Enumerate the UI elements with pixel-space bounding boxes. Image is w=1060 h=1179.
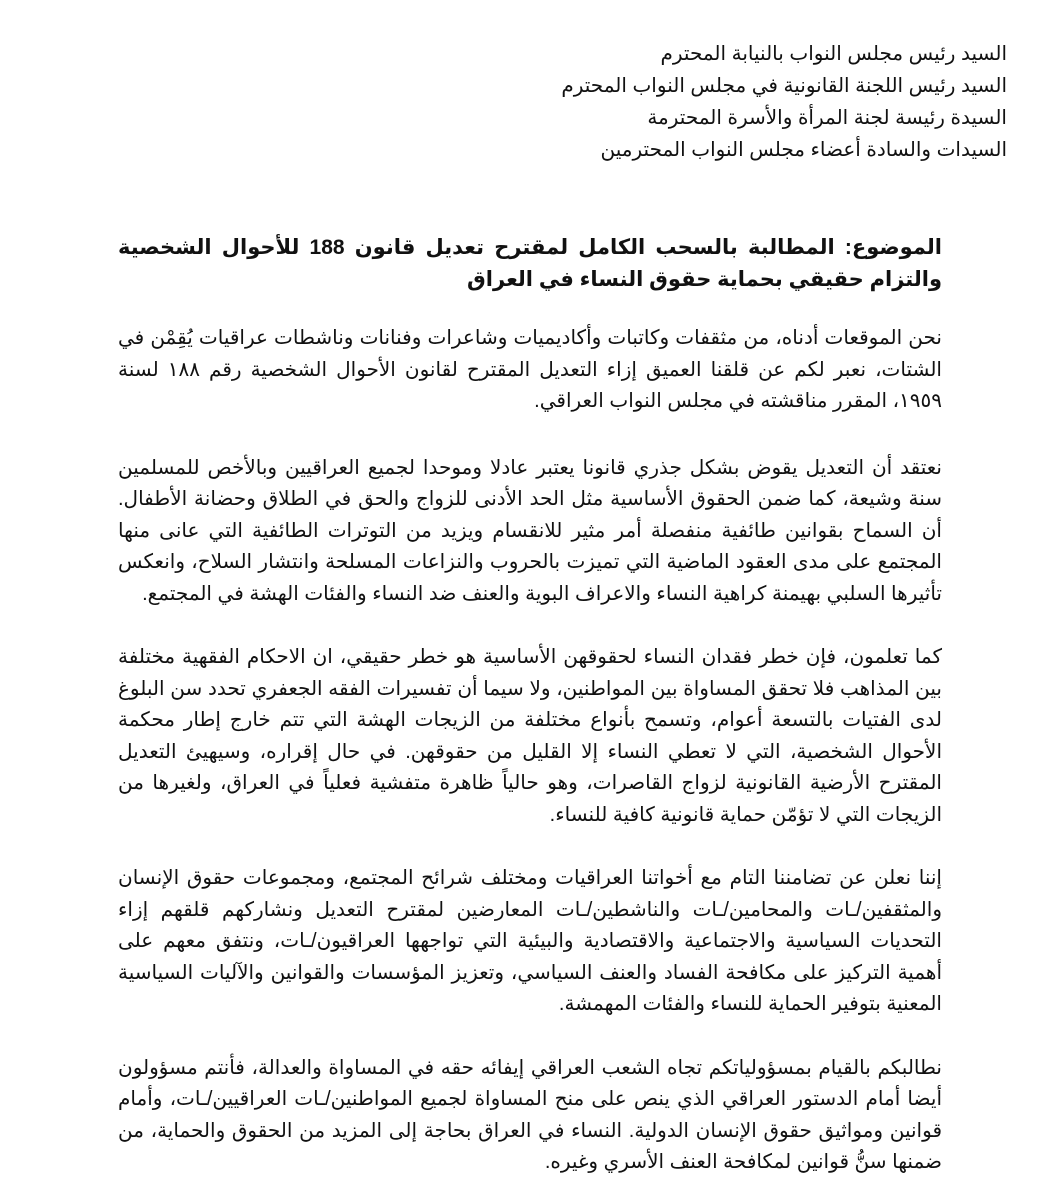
addressee-line: السيدات والسادة أعضاء مجلس النواب المحترمين: [600, 139, 1007, 161]
addressee-block: [118, 38, 1007, 166]
body-paragraph: نحن الموقعات أدناه، من مثقفات وكاتبات وأكاديميات وشاعرات وفنانات وناشطات عراقيات يُقِمْن في الشتات، نعبر لكم عن قلقنا العميق إزاء التعديل المقترح لقانون الأحوال الشخصية رقم ١٨٨ لسنة ١٩٥٩، المقرر مناقشته في مجلس النواب العراقي.: [118, 327, 942, 412]
addressee-line: السيدة رئيسة لجنة المرأة والأسرة المحترمة: [647, 107, 1007, 129]
body-paragraph: نطالبكم بالقيام بمسؤولياتكم تجاه الشعب العراقي إيفائه حقه في المساواة والعدالة، فأنتم مسؤولون أيضا أمام الدستور العراقي الذي ينص على منح المساواة لجميع المواطنين/ـات العراقيين/ـات، وأمام قوانين ومواثيق حقوق الإنسان الدولية. النساء في العراق بحاجة إلى المزيد من الحقوق والحماية، من ضمنها سنُّ قوانين لمكافحة العنف الأسري وغيره.: [118, 1056, 942, 1173]
subject-heading: الموضوع: المطالبة بالسحب الكامل لمقترح تعديل قانون 188 للأحوال الشخصية والتزام حقيقي بحماية حقوق النساء في العراق: [118, 236, 942, 291]
addressee-line: السيد رئيس اللجنة القانونية في مجلس النواب المحترم: [561, 75, 1007, 97]
addressee-line: السيد رئيس مجلس النواب بالنيابة المحترم: [660, 43, 1007, 65]
body-paragraph: نعتقد أن التعديل يقوض بشكل جذري قانونا يعتبر عادلا وموحدا لجميع العراقيين وبالأخص للمسلمين سنة وشيعة، كما ضمن الحقوق الأساسية مثل الحد الأدنى للزواج والحق في الطلاق وحضانة الأطفال. أن السماح بقوانين طائفية منفصلة أمر مثير للانقسام ويزيد من التوترات الطائفية التي عانى منها المجتمع على مدى العقود الماضية التي تميزت بالحروب والنزاعات المسلحة وانتشار السلاح، وانعكس تأثيرها السلبي بهيمنة كراهية النساء والاعراف البوية والعنف ضد النساء والفئات الهشة في المجتمع.: [118, 456, 942, 605]
letter-page: [118, 38, 1007, 1179]
body-paragraph: إننا نعلن عن تضامننا التام مع أخواتنا العراقيات ومختلف شرائح المجتمع، ومجموعات حقوق الإنسان والمثقفين/ـات والمحامين/ـات والناشطين/ـات المعارضين لمقترح التعديل ونشاركهم قلقهم إزاء التحديات السياسية والاجتماعية والاقتصادية والبيئية التي تواجهها العراقيون/ـات، ونتفق معهم على أهمية التركيز على مكافحة الفساد والعنف السياسي، وتعزيز المؤسسات والقوانين والآليات السياسية المعنية بتوفير الحماية للنساء والفئات المهمشة.: [118, 867, 942, 1015]
body-paragraph: كما تعلمون، فإن خطر فقدان النساء لحقوقهن الأساسية هو خطر حقيقي، ان الاحكام الفقهية مختلفة بين المذاهب فلا تحقق المساواة بين المواطنين، ولا سيما أن تفسيرات الفقه الجعفري تحدد سن البلوغ لدى الفتيات بالتسعة أعوام، وتسمح بأنواع مختلفة من الزيجات الهشة التي تتم خارج إطار محكمة الأحوال الشخصية، التي لا تعطي النساء إلا القليل من حقوقهن. في حال إقراره، وسيهيئ التعديل المقترح الأرضية القانونية لزواج القاصرات، وهو حالياً ظاهرة متفشية فعلياً في العراق، ولغيرها من الزيجات التي لا تؤمّن حماية قانونية كافية للنساء.: [118, 646, 943, 826]
